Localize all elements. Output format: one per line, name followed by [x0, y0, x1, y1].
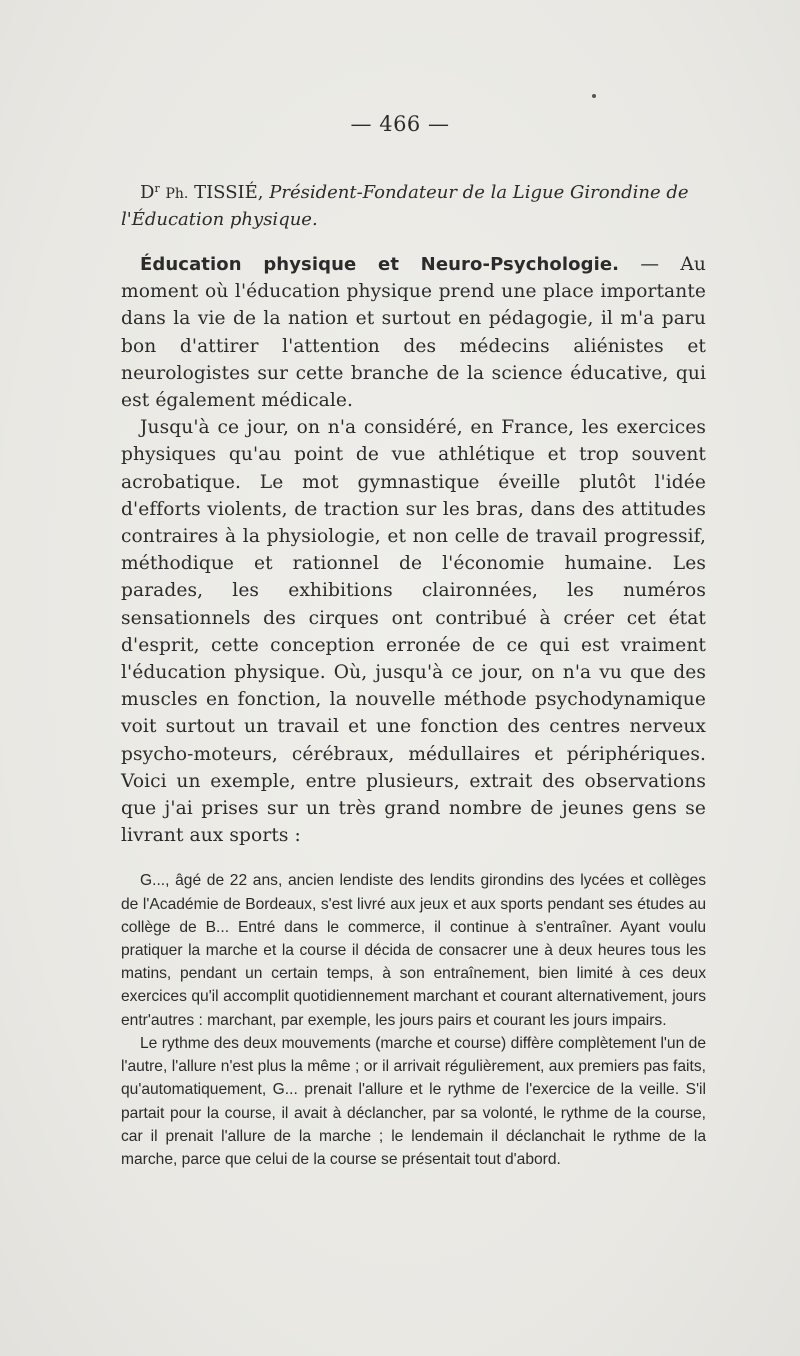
author-name: TISSIÉ,	[194, 182, 264, 203]
article-header	[121, 176, 706, 232]
title-superscript: r	[154, 182, 160, 195]
observation-paragraph-2: Le rythme des deux mouvements (marche et course) diffère complètement l'un de l'autre, l'allure n'est plus la même ; or il arrivait régulièrement, aux premiers pas faits, qu'automatiquement, G... prenait l'allure et le rythme de l'exercice de la veille. S'il partait pour la course, il avait à déclancher, par sa volonté, le rythme de la course, car il prenait l'allure de la marche ; le lendemain il déclanchait le rythme de la marche, parce que celui de la course se présentait tout d'abord.	[121, 1034, 706, 1168]
page-content	[121, 176, 706, 1171]
page-number: — 466 —	[350, 112, 450, 136]
title-prefix: D	[140, 182, 155, 203]
paragraph-2: Jusqu'à ce jour, on n'a considéré, en France, les exercices physiques qu'au point de vue athlétique et trop souvent acrobatique. Le mot gymnastique éveille plutôt l'idée d'efforts violents, de traction sur les bras, dans des attitudes contraires à la physiologie, et non celle de travail progressif, méthodique et rationnel de l'économie humaine. Les parades, les exhibitions claironnées, les numéros sensationnels des cirques ont contribué à créer cet état d'esprit, cette conception erronée de ce qui est vraiment l'éducation physique. Où, jusqu'à ce jour, on n'a vu que des muscles en fonction, la nouvelle méthode psychodynamique voit surtout un travail et une fonction des centres nerveux psycho-moteurs, cérébraux, médullaires et périphériques. Voici un exemple, entre plusieurs, extrait des observations que j'ai prises sur un très grand nombre de jeunes gens se livrant aux sports :	[121, 417, 706, 847]
author-initial: Ph.	[165, 186, 189, 202]
paragraph-intro-text: — Au moment où l'éducation physique prend une place importante dans la vie de la nation et surtout en pédagogie, il m'a paru bon d'attirer l'attention des médecins aliénistes et neurologistes sur cette branche de la science éducative, qui est également médicale.	[121, 254, 706, 412]
paragraph-intro	[121, 251, 706, 414]
section-title: Éducation physique et Neuro-Psychologie.	[140, 254, 620, 275]
observation-paragraph-1: G..., âgé de 22 ans, ancien lendiste des lendits girondins des lycées et collèges de l'Académie de Bordeaux, s'est livré aux jeux et aux sports pendant ses études au collège de B... Entré dans le commerce, il continue à s'entraîner. Ayant voulu pratiquer la marche et la course il décida de consacrer une à deux heures tous les matins, pendant un certain temps, à son entraînement, bien limité à ces deux exercices qu'il accomplit quotidiennement marchant et courant alternativement, jours entr'autres : marchant, par exemple, les jours pairs et courant les jours impairs.	[121, 872, 706, 1029]
author-role: Président-Fondateur de la Ligue Girondine de l'Éducation physique.	[121, 182, 689, 230]
ink-speck	[592, 94, 596, 98]
